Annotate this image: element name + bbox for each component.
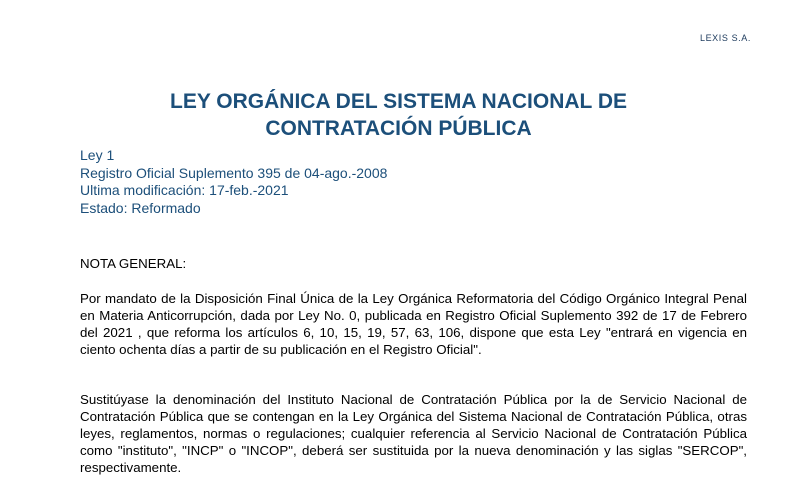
general-note-paragraph-1: Por mandato de la Disposición Final Única de la Ley Orgánica Reformatoria del Código Orgánico Integral Penal en Materia Anticorrupción, dada por Ley No. 0, publicada en Registro Oficial Suplemento 392 de 17 de Febrero del 2021 , que reforma los artículos 6, 10, 15, 19, 57, 63, 106, dispone que esta Ley "entrará en vigencia en ciento ochenta días a partir de su publicación en el Registro Oficial". (80, 291, 747, 357)
general-note-paragraph-2: Sustitúyase la denominación del Instituto Nacional de Contratación Pública por la de Servicio Nacional de Contratación Pública que se contengan en la Ley Orgánica del Sistema Nacional de Contratación Pública, otras leyes, reglamentos, normas o regulaciones; cualquier referencia al Servicio Nacional de Contratación Pública como "instituto", "INCP" o "INCOP", deberá ser sustituida por la nueva denominación y las siglas "SERCOP", respectivamente. (80, 392, 747, 475)
last-modified-date: Ultima modificación: 17-feb.-2021 (80, 182, 289, 198)
law-status: Estado: Reformado (80, 199, 201, 216)
general-note-heading: NOTA GENERAL: (80, 256, 187, 271)
document-title-line-2: CONTRATACIÓN PÚBLICA (265, 117, 532, 140)
document-title-line-1: LEY ORGÁNICA DEL SISTEMA NACIONAL DE (170, 90, 627, 113)
document-title (60, 88, 737, 142)
law-number: Ley 1 (80, 147, 115, 163)
document-metadata (80, 147, 387, 217)
official-registry: Registro Oficial Suplemento 395 de 04-ago.-2008 (80, 164, 388, 181)
publisher-brand: LEXIS S.A. (699, 33, 751, 43)
